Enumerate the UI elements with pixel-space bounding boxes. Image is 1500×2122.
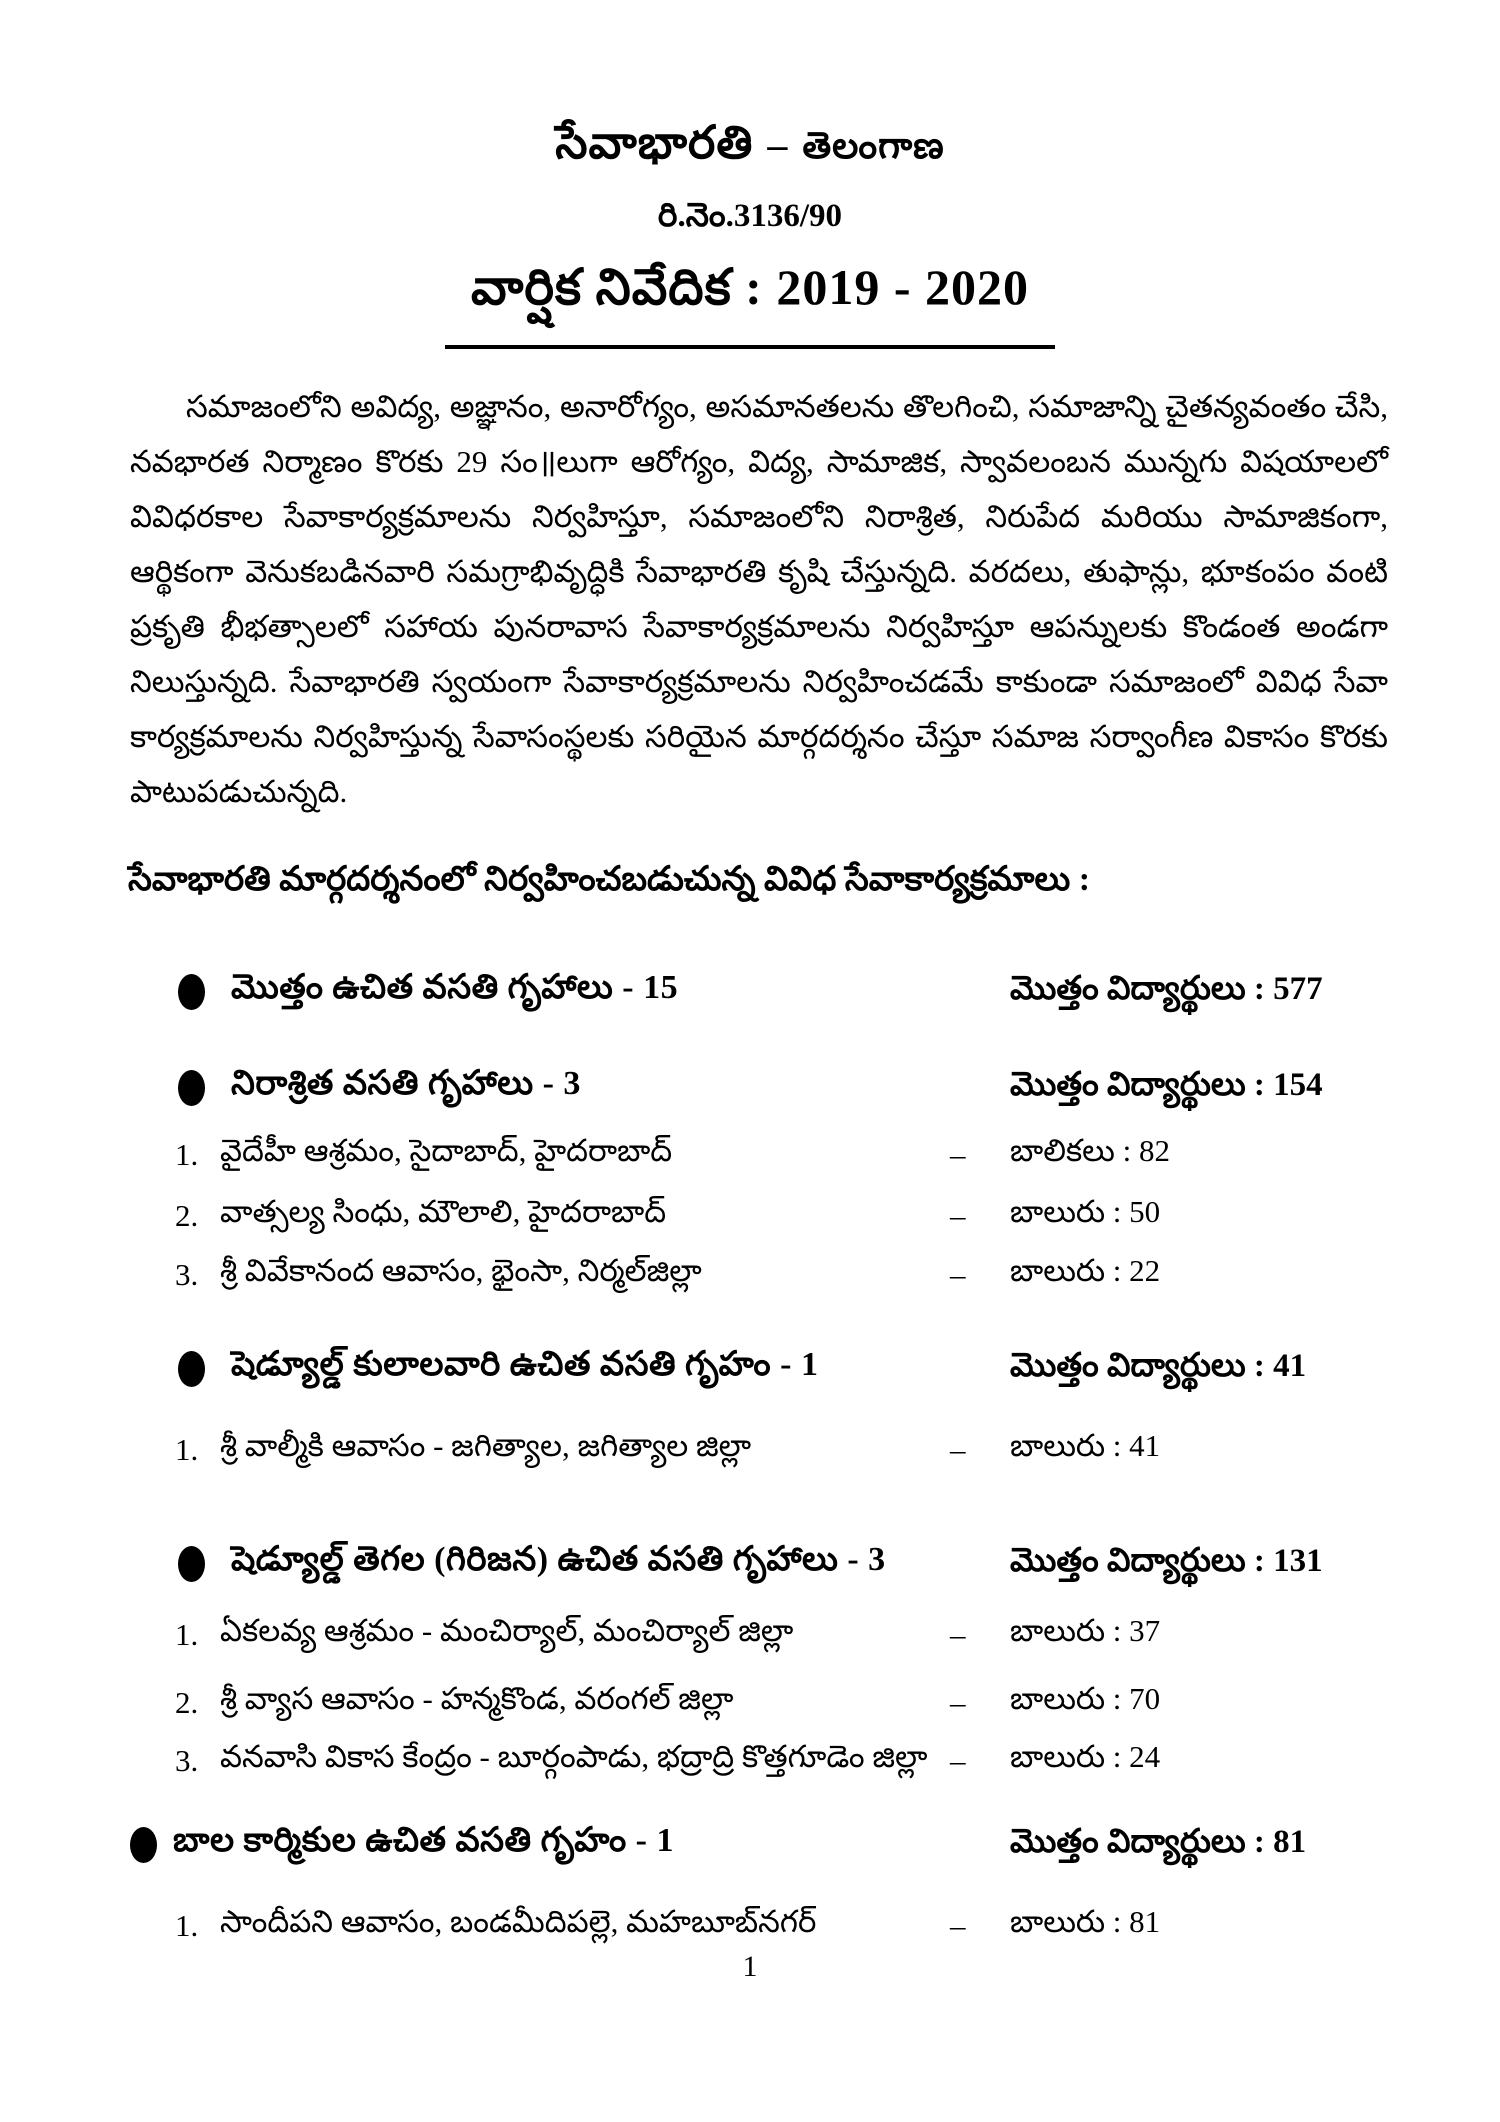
student-count: బాలురు : 41 [1010, 1428, 1161, 1463]
hostel-row [130, 1904, 1390, 1947]
hostel-name: శ్రీ వివేకానంద ఆవాసం, భైంసా, నిర్మల్‌జిల్లా [220, 1253, 702, 1288]
section-title: మొత్తం ఉచిత వసతి గృహాలు - 15 [231, 969, 679, 1006]
dash-separator: – [950, 1197, 966, 1233]
student-count: బాలురు : 24 [1010, 1739, 1161, 1774]
hostel-count-cell [950, 1739, 1390, 1782]
section-title: షెడ్యూల్డ్ తెగల (గిరిజన) ఉచిత వసతి గృహాలు - 3 [231, 1541, 886, 1578]
section-title: నిరాశ్రిత వసతి గృహాలు - 3 [231, 1065, 581, 1102]
item-number: 3. [175, 1256, 199, 1292]
hostel-row [130, 1739, 1390, 1782]
dash-separator: – [950, 1907, 966, 1943]
hostel-row [130, 1428, 1390, 1471]
hostel-row [130, 1681, 1390, 1724]
dash-separator: – [950, 1684, 966, 1720]
hostel-count-cell [950, 1681, 1390, 1724]
student-count: బాలురు : 37 [1010, 1613, 1161, 1648]
hostel-count-cell [950, 1613, 1390, 1656]
bullet-icon [178, 1351, 205, 1387]
section-title: బాల కార్మికుల ఉచిత వసతి గృహం - 1 [173, 1822, 675, 1859]
student-count: బాలురు : 81 [1010, 1904, 1161, 1939]
hostel-row [130, 1133, 1390, 1176]
section-total-students: మొత్తం విద్యార్థులు : 81 [1010, 1823, 1307, 1860]
section-header-sc-hostel [130, 1346, 1390, 1392]
student-count: బాలికలు : 82 [1010, 1133, 1170, 1168]
bullet-icon [130, 1827, 157, 1863]
hostel-row [130, 1253, 1390, 1296]
section-header-destitute-hostels [130, 1065, 1390, 1111]
item-number: 1. [175, 1136, 199, 1172]
dash-separator: – [950, 1256, 966, 1292]
item-number: 3. [175, 1742, 199, 1778]
hostel-row [130, 1613, 1390, 1656]
bullet-icon [178, 1070, 205, 1106]
intro-paragraph: సమాజంలోని అవిద్య, అజ్ఞానం, అనారోగ్యం, అసమానతలను తొలగించి, సమాజాన్ని చైతన్యవంతం చేసి, నవభారత నిర్మాణం కొరకు 29 సం॥లుగా ఆరోగ్యం, విద్య, సామాజిక, స్వావలంబన మున్నగు విషయాలలో వివిధరకాల సేవాకార్యక్రమాలను నిర్వహిస్తూ, సమాజంలోని నిరాశ్రిత, నిరుపేద మరియు సామాజికంగా, ఆర్థికంగా వెనుకబడినవారి సమగ్రాభివృద్ధికి సేవాభారతి కృషి చేస్తున్నది. వరదలు, తుఫాన్లు, భూకంపం వంటి ప్రకృతి భీభత్సాలలో సహాయ పునరావాస సేవాకార్యక్రమాలను నిర్వహిస్తూ ఆపన్నులకు కొండంత అండగా నిలుస్తున్నది. సేవాభారతి స్వయంగా సేవాకార్యక్రమాలను నిర్వహించడమే కాకుండా సమాజంలో వివిధ సేవా కార్యక్రమాలను నిర్వహిస్తున్న సేవాసంస్థలకు సరియైన మార్గదర్శనం చేస్తూ సమాజ సర్వాంగీణ వికాసం కొరకు పాటుపడుచున్నది. [130, 389, 1388, 809]
hostel-count-cell [950, 1194, 1390, 1237]
hostel-name: వాత్సల్య సింధు, మౌలాలి, హైదరాబాద్ [220, 1194, 667, 1229]
item-number: 1. [175, 1431, 199, 1467]
dash-separator: – [950, 1742, 966, 1778]
document-header [0, 0, 1500, 349]
item-number: 2. [175, 1684, 199, 1720]
bullet-icon [178, 974, 205, 1010]
hostel-name: వైదేహీ ఆశ్రమం, సైదాబాద్, హైదరాబాద్ [220, 1133, 673, 1168]
item-number: 2. [175, 1197, 199, 1233]
section-title: షెడ్యూల్డ్ కులాలవారి ఉచిత వసతి గృహం - 1 [231, 1346, 819, 1383]
section-header-st-hostels [130, 1541, 1390, 1587]
org-title: సేవాభారతి [555, 117, 754, 168]
dash-separator: – [950, 1431, 966, 1467]
org-title-line [0, 116, 1500, 181]
hostel-name: ఏకలవ్య ఆశ్రమం - మంచిర్యాల్, మంచిర్యాల్ జిల్లా [220, 1613, 794, 1648]
hostel-count-cell [950, 1253, 1390, 1296]
dash-separator: – [950, 1616, 966, 1652]
item-number: 1. [175, 1907, 199, 1943]
section-total-students: మొత్తం విద్యార్థులు : 577 [1010, 970, 1323, 1007]
section-total-students: మొత్తం విద్యార్థులు : 41 [1010, 1347, 1307, 1384]
bullet-icon [178, 1546, 205, 1582]
hostel-name: సాందీపని ఆవాసం, బండమీదిపల్లె, మహబూబ్‌నగర్ [220, 1904, 817, 1939]
item-number: 1. [175, 1616, 199, 1652]
title-separator: – [767, 122, 789, 167]
hostel-row [130, 1194, 1390, 1237]
dash-separator: – [950, 1136, 966, 1172]
section-total-students: మొత్తం విద్యార్థులు : 131 [1010, 1542, 1323, 1579]
hostel-name: వనవాసి వికాస కేంద్రం - బూర్గంపాడు, భద్రాద్రి కొత్తగూడెం జిల్లా [220, 1739, 928, 1774]
programs-list [130, 969, 1390, 1947]
report-title-row [0, 258, 1500, 349]
registration-number: రి.నెం.3136/90 [657, 198, 843, 234]
report-title: వార్షిక నివేదిక : 2019 - 2020 [445, 258, 1055, 349]
section-total-students: మొత్తం విద్యార్థులు : 154 [1010, 1066, 1323, 1103]
section-header-child-labour-hostel [130, 1822, 1390, 1868]
hostel-name: శ్రీ వ్యాస ఆవాసం - హన్మకొండ, వరంగల్ జిల్లా [220, 1681, 734, 1716]
page-number: 1 [742, 1950, 758, 1983]
student-count: బాలురు : 50 [1010, 1194, 1161, 1229]
hostel-count-cell [950, 1904, 1390, 1947]
student-count: బాలురు : 22 [1010, 1253, 1161, 1288]
org-region: తెలంగాణ [802, 126, 945, 167]
hostel-count-cell [950, 1428, 1390, 1471]
hostel-count-cell [950, 1133, 1390, 1176]
hostel-name: శ్రీ వాల్మీకి ఆవాసం - జగిత్యాల, జగిత్యాల జిల్లా [220, 1428, 752, 1463]
programs-heading: సేవాభారతి మార్గదర్శనంలో నిర్వహించబడుచున్న వివిధ సేవాకార్యక్రమాలు : [128, 861, 1091, 898]
student-count: బాలురు : 70 [1010, 1681, 1161, 1716]
section-header-total-hostels [130, 969, 1390, 1015]
